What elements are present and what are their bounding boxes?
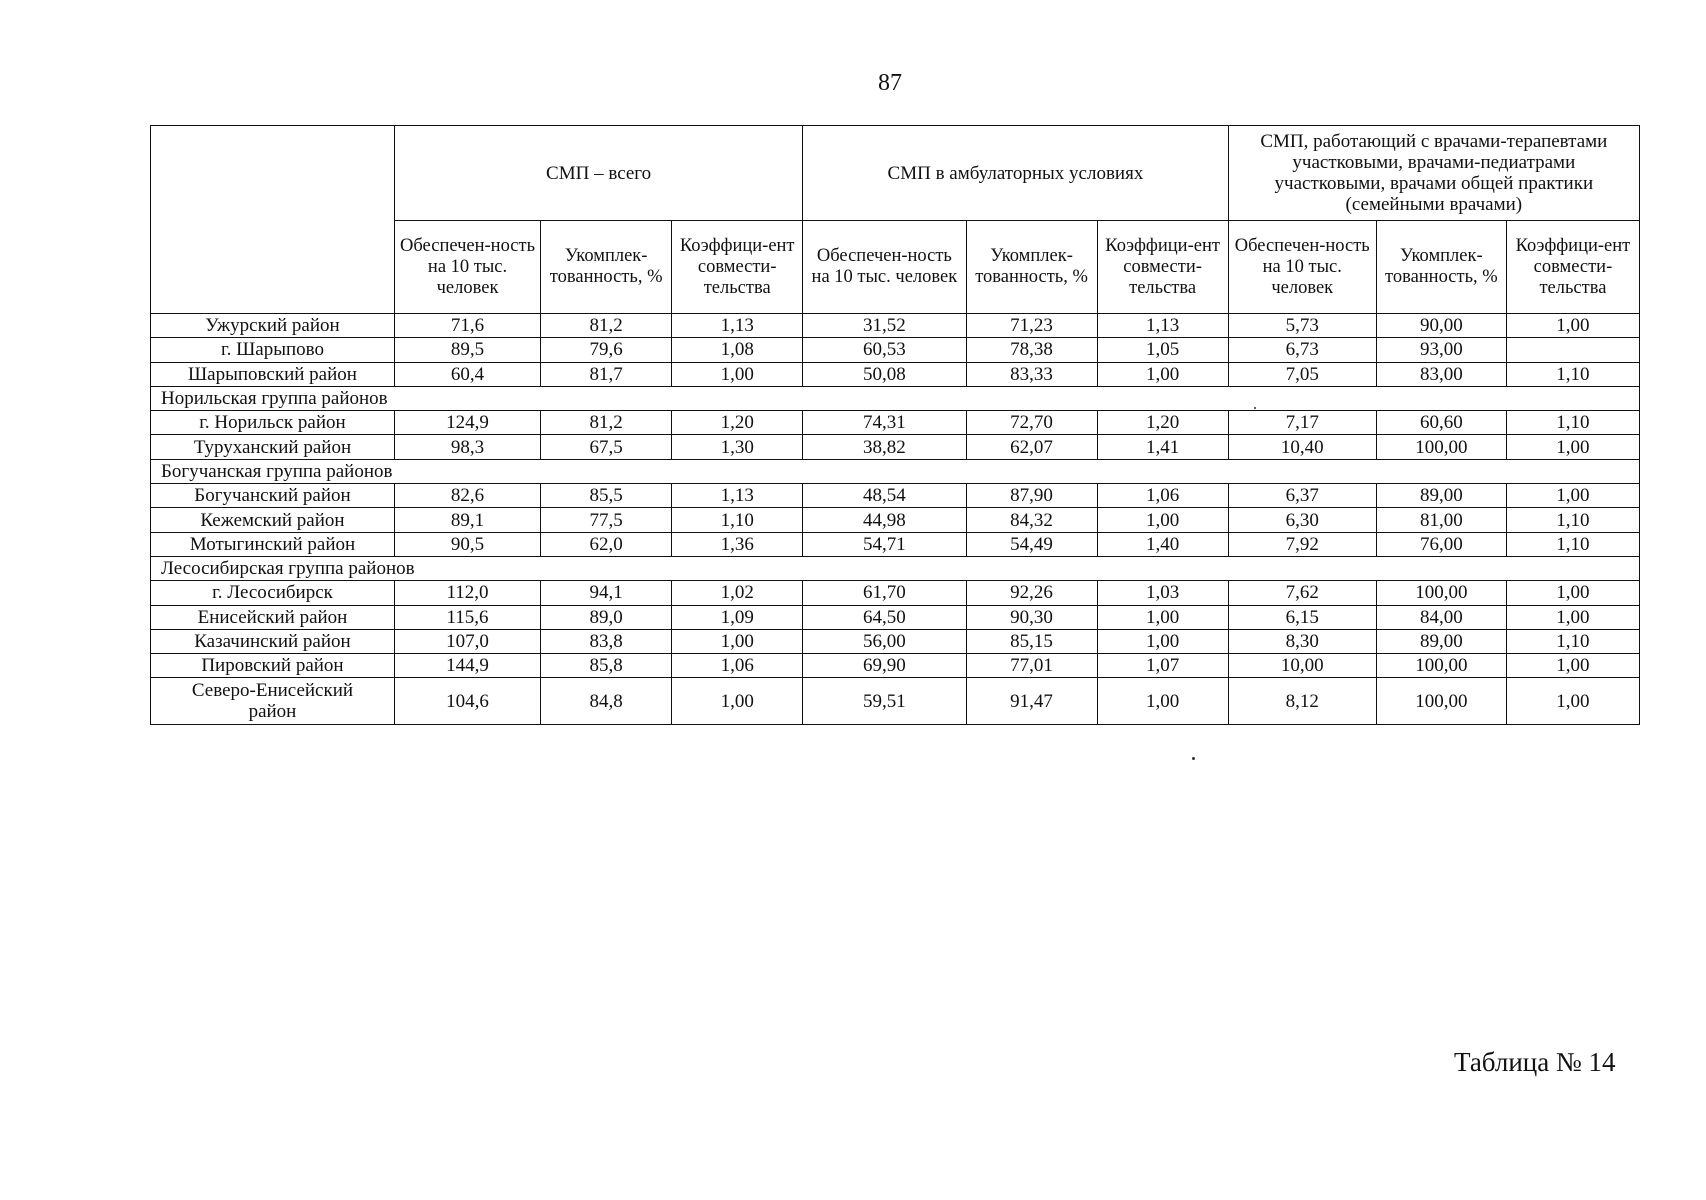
row-name: г. Лесосибирск: [151, 581, 395, 605]
table-cell: 94,1: [541, 581, 672, 605]
column-header: Коэффици-ент совмести-тельства: [672, 221, 803, 314]
table-cell: 87,90: [966, 484, 1097, 508]
table-row: [151, 678, 1640, 725]
table-cell: 8,30: [1228, 629, 1376, 653]
table-cell: 1,20: [672, 411, 803, 435]
table-cell: 1,20: [1097, 411, 1228, 435]
table-cell: 1,00: [672, 362, 803, 386]
table-row: [151, 314, 1640, 338]
table-cell: 71,6: [394, 314, 540, 338]
table-cell: 48,54: [803, 484, 966, 508]
table-cell: 54,49: [966, 532, 1097, 556]
table-cell: 1,00: [1097, 508, 1228, 532]
table-cell: 84,8: [541, 678, 672, 725]
table-cell: 100,00: [1376, 435, 1506, 459]
table-cell: 5,73: [1228, 314, 1376, 338]
column-header: Обеспечен-ность на 10 тыс. человек: [803, 221, 966, 314]
table-cell: 81,2: [541, 314, 672, 338]
table-cell: 1,06: [672, 654, 803, 678]
table-cell: 60,60: [1376, 411, 1506, 435]
table-cell: 7,17: [1228, 411, 1376, 435]
table-row: [151, 484, 1640, 508]
table-cell: 98,3: [394, 435, 540, 459]
table-cell: 10,40: [1228, 435, 1376, 459]
table-cell: 1,10: [672, 508, 803, 532]
group-name: Норильская группа районов: [151, 386, 1640, 410]
data-table: [150, 125, 1640, 725]
table-cell: 1,13: [1097, 314, 1228, 338]
table-cell: 1,10: [1506, 508, 1639, 532]
row-name: Шарыповский район: [151, 362, 395, 386]
table-cell: 1,07: [1097, 654, 1228, 678]
page-number: 87: [878, 70, 902, 96]
table-cell: 6,37: [1228, 484, 1376, 508]
table-cell: 1,41: [1097, 435, 1228, 459]
table-row: [151, 605, 1640, 629]
table-cell: 60,4: [394, 362, 540, 386]
table-cell: 1,10: [1506, 362, 1639, 386]
table-row: [151, 435, 1640, 459]
column-header: Коэффици-ент совмести-тельства: [1097, 221, 1228, 314]
table-cell: 90,00: [1376, 314, 1506, 338]
table-cell: 77,5: [541, 508, 672, 532]
table-cell: 10,00: [1228, 654, 1376, 678]
table-cell: 81,00: [1376, 508, 1506, 532]
table-cell: 6,30: [1228, 508, 1376, 532]
row-name: Казачинский район: [151, 629, 395, 653]
header-group-row: [151, 126, 1640, 221]
table-cell: 78,38: [966, 338, 1097, 362]
table-row: [151, 362, 1640, 386]
table-cell: 7,92: [1228, 532, 1376, 556]
scan-speck: [1192, 757, 1195, 760]
table-cell: 69,90: [803, 654, 966, 678]
table-cell: 79,6: [541, 338, 672, 362]
table-cell: 85,8: [541, 654, 672, 678]
table-cell: 100,00: [1376, 654, 1506, 678]
table-cell: 1,08: [672, 338, 803, 362]
row-name: Туруханский район: [151, 435, 395, 459]
table-cell: 74,31: [803, 411, 966, 435]
table-cell: 1,36: [672, 532, 803, 556]
table-cell: 124,9: [394, 411, 540, 435]
table-cell: 6,73: [1228, 338, 1376, 362]
table-cell: 8,12: [1228, 678, 1376, 725]
row-name: Мотыгинский район: [151, 532, 395, 556]
table-row: [151, 532, 1640, 556]
table-cell: [1506, 338, 1639, 362]
group-name: Лесосибирская группа районов: [151, 556, 1640, 580]
header-corner-cell: [151, 126, 395, 314]
table-cell: 72,70: [966, 411, 1097, 435]
table-cell: 1,10: [1506, 629, 1639, 653]
table-cell: 100,00: [1376, 581, 1506, 605]
table-cell: 1,03: [1097, 581, 1228, 605]
table-cell: 56,00: [803, 629, 966, 653]
table-cell: 31,52: [803, 314, 966, 338]
table-row: [151, 581, 1640, 605]
table-cell: 1,09: [672, 605, 803, 629]
header-group-smp-outpatient: СМП в амбулаторных условиях: [803, 126, 1228, 221]
scan-speck: [1254, 407, 1256, 409]
table-cell: 1,00: [1506, 581, 1639, 605]
table-cell: 1,13: [672, 314, 803, 338]
table-cell: 38,82: [803, 435, 966, 459]
table-cell: 54,71: [803, 532, 966, 556]
table-cell: 81,7: [541, 362, 672, 386]
table-cell: 89,5: [394, 338, 540, 362]
row-name: г. Шарыпово: [151, 338, 395, 362]
column-header: Обеспечен-ность на 10 тыс. человек: [394, 221, 540, 314]
table-cell: 85,15: [966, 629, 1097, 653]
table-cell: 67,5: [541, 435, 672, 459]
table-row: [151, 508, 1640, 532]
table-cell: 93,00: [1376, 338, 1506, 362]
table-cell: 89,0: [541, 605, 672, 629]
table-cell: 59,51: [803, 678, 966, 725]
header-group-smp-with-doctors: СМП, работающий с врачами-терапевтами участковыми, врачами-педиатрами участковыми, врачами общей практики (семейными врачами): [1228, 126, 1639, 221]
table-cell: 1,00: [1506, 435, 1639, 459]
table-cell: 1,00: [1506, 314, 1639, 338]
table-row: [151, 411, 1640, 435]
column-header: Укомплек-тованность, %: [541, 221, 672, 314]
table-cell: 91,47: [966, 678, 1097, 725]
table-cell: 60,53: [803, 338, 966, 362]
row-name: Богучанский район: [151, 484, 395, 508]
table-row: [151, 338, 1640, 362]
table-cell: 77,01: [966, 654, 1097, 678]
table-cell: 1,00: [1506, 678, 1639, 725]
table-cell: 107,0: [394, 629, 540, 653]
table-cell: 1,30: [672, 435, 803, 459]
table-cell: 81,2: [541, 411, 672, 435]
table-cell: 1,00: [1506, 605, 1639, 629]
table-body: [151, 314, 1640, 725]
table-cell: 1,00: [1097, 629, 1228, 653]
table-cell: 64,50: [803, 605, 966, 629]
table-cell: 144,9: [394, 654, 540, 678]
group-row: [151, 386, 1640, 410]
table-cell: 1,00: [672, 678, 803, 725]
table-cell: 92,26: [966, 581, 1097, 605]
group-row: [151, 459, 1640, 483]
table-cell: 76,00: [1376, 532, 1506, 556]
table-cell: 7,62: [1228, 581, 1376, 605]
table-cell: 44,98: [803, 508, 966, 532]
table-cell: 1,10: [1506, 411, 1639, 435]
table-cell: 83,00: [1376, 362, 1506, 386]
table-cell: 1,06: [1097, 484, 1228, 508]
table-cell: 50,08: [803, 362, 966, 386]
table-cell: 1,00: [1097, 678, 1228, 725]
table-cell: 1,10: [1506, 532, 1639, 556]
table-cell: 1,00: [672, 629, 803, 653]
row-name: Ужурский район: [151, 314, 395, 338]
table-row: [151, 629, 1640, 653]
table-cell: 84,00: [1376, 605, 1506, 629]
table-cell: 84,32: [966, 508, 1097, 532]
table-cell: 1,00: [1506, 484, 1639, 508]
group-row: [151, 556, 1640, 580]
table-cell: 112,0: [394, 581, 540, 605]
row-name: г. Норильск район: [151, 411, 395, 435]
row-name: Пировский район: [151, 654, 395, 678]
table-cell: 1,02: [672, 581, 803, 605]
column-header: Обеспечен-ность на 10 тыс. человек: [1228, 221, 1376, 314]
table-cell: 1,13: [672, 484, 803, 508]
table-cell: 62,0: [541, 532, 672, 556]
table-cell: 82,6: [394, 484, 540, 508]
row-name: Енисейский район: [151, 605, 395, 629]
table-cell: 7,05: [1228, 362, 1376, 386]
header-group-smp-total: СМП – всего: [394, 126, 802, 221]
table-cell: 115,6: [394, 605, 540, 629]
table-cell: 1,00: [1097, 605, 1228, 629]
table-cell: 1,00: [1097, 362, 1228, 386]
table-cell: 100,00: [1376, 678, 1506, 725]
table-cell: 71,23: [966, 314, 1097, 338]
table-row: [151, 654, 1640, 678]
table-cell: 83,8: [541, 629, 672, 653]
table-cell: 90,5: [394, 532, 540, 556]
table-cell: 85,5: [541, 484, 672, 508]
table-cell: 1,40: [1097, 532, 1228, 556]
table-cell: 89,00: [1376, 629, 1506, 653]
table-cell: 6,15: [1228, 605, 1376, 629]
column-header: Укомплек-тованность, %: [966, 221, 1097, 314]
group-name: Богучанская группа районов: [151, 459, 1640, 483]
table-cell: 62,07: [966, 435, 1097, 459]
table-cell: 61,70: [803, 581, 966, 605]
column-header: Коэффици-ент совмести-тельства: [1506, 221, 1639, 314]
table-caption: Таблица № 14: [1454, 1047, 1616, 1077]
table-cell: 90,30: [966, 605, 1097, 629]
table-cell: 1,05: [1097, 338, 1228, 362]
table-cell: 104,6: [394, 678, 540, 725]
table-cell: 83,33: [966, 362, 1097, 386]
row-name: Кежемский район: [151, 508, 395, 532]
table-cell: 89,00: [1376, 484, 1506, 508]
table-cell: 1,00: [1506, 654, 1639, 678]
table-cell: 89,1: [394, 508, 540, 532]
column-header: Укомплек-тованность, %: [1376, 221, 1506, 314]
row-name: Северо-Енисейский район: [151, 678, 395, 725]
